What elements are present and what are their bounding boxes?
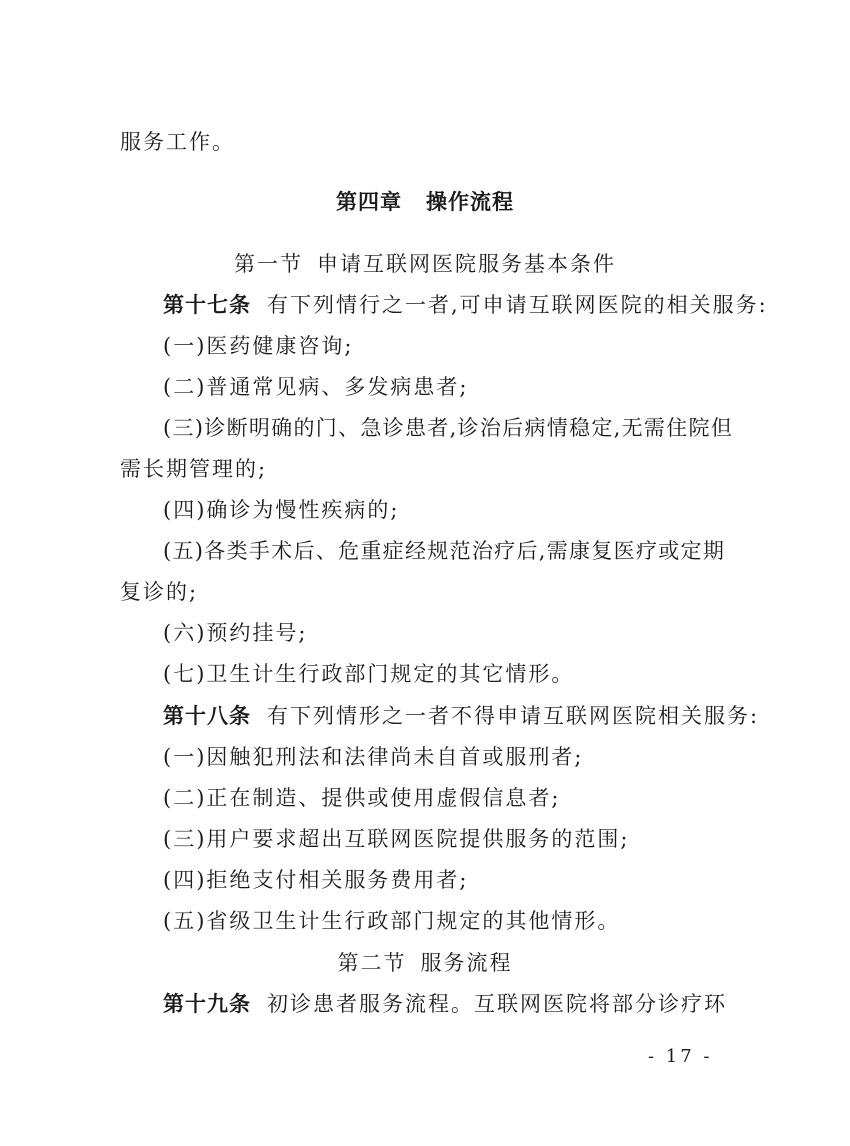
paragraph-continuation: 服务工作。	[120, 130, 235, 154]
article-19	[163, 989, 727, 1019]
list-item: (五)省级卫生计生行政部门规定的其他情形。	[163, 909, 621, 933]
chapter-title: 操作流程	[426, 190, 514, 214]
list-item: (四)确诊为慢性疾病的;	[163, 498, 400, 522]
section-number: 第二节	[337, 951, 407, 975]
article-text: 有下列情形之一者不得申请互联网医院相关服务:	[267, 704, 760, 728]
list-item: (六)预约挂号;	[163, 621, 308, 645]
article-label: 第十七条	[163, 293, 251, 317]
section-heading-1	[0, 249, 850, 279]
article-label: 第十八条	[163, 704, 251, 728]
list-item: (一)因触犯刑法和法律尚未自首或服刑者;	[163, 745, 584, 769]
article-label: 第十九条	[163, 992, 251, 1016]
article-text: 有下列情行之一者,可申请互联网医院的相关服务:	[267, 293, 768, 317]
article-text: 初诊患者服务流程。互联网医院将部分诊疗环	[267, 992, 727, 1016]
section-title: 申请互联网医院服务基本条件	[317, 252, 616, 276]
list-item-continuation: 需长期管理的;	[120, 457, 268, 481]
article-18	[163, 701, 759, 731]
chapter-number: 第四章	[336, 190, 402, 214]
section-title: 服务流程	[420, 951, 513, 975]
list-item: (三)诊断明确的门、急诊患者,诊治后病情稳定,无需住院但	[163, 416, 734, 440]
section-number: 第一节	[234, 252, 303, 276]
page-number: - 17 -	[648, 1046, 713, 1067]
list-item: (五)各类手术后、危重症经规范治疗后,需康复医疗或定期	[163, 539, 726, 563]
list-item: (三)用户要求超出互联网医院提供服务的范围;	[163, 827, 630, 851]
list-item: (二)普通常见病、多发病患者;	[163, 375, 469, 399]
list-item: (二)正在制造、提供或使用虚假信息者;	[163, 786, 561, 810]
list-item: (一)医药健康咨询;	[163, 334, 354, 358]
list-item-continuation: 复诊的;	[120, 580, 199, 604]
article-17	[163, 290, 768, 320]
chapter-heading	[0, 187, 850, 217]
list-item: (四)拒绝支付相关服务费用者;	[163, 868, 469, 892]
section-heading-2	[0, 948, 850, 978]
list-item: (七)卫生计生行政部门规定的其它情形。	[163, 662, 575, 686]
